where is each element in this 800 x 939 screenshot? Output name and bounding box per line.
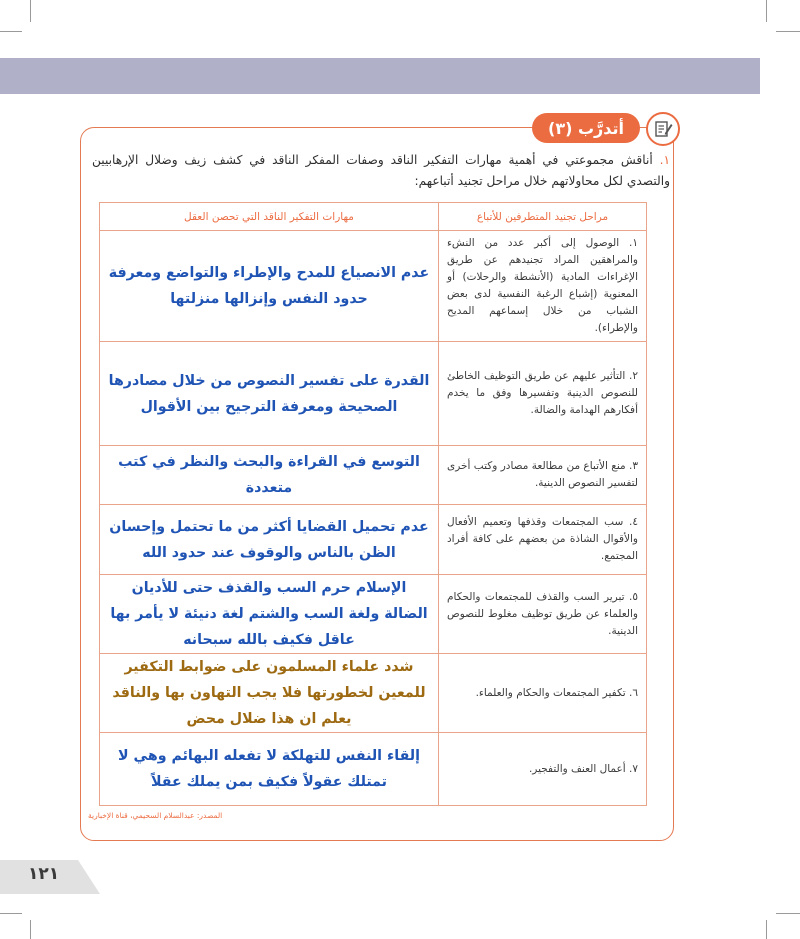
crop-mark [0, 913, 22, 914]
instruction-body: أناقش مجموعتي في أهمية مهارات التفكير الناقد وصفات المفكر الناقد في كشف زيف وضلال الإرهابيين والتصدي لكل محاولاتهم خلال مراحل تجنيد أتباعهم: [92, 153, 670, 188]
pencil-note-icon [646, 112, 680, 146]
crop-mark [30, 0, 31, 22]
stage-cell: ٣. منع الأتباع من مطالعة مصادر وكتب أخرى لتفسير النصوص الدينية. [439, 446, 647, 505]
skills-column-header: مهارات التفكير الناقد التي تحصن العقل [100, 203, 439, 231]
answer-cell: التوسع في القراءة والبحث والنظر في كتب متعددة [100, 446, 439, 505]
table-row [100, 575, 647, 654]
stage-cell: ٧. أعمال العنف والتفجير. [439, 733, 647, 806]
table-row [100, 231, 647, 342]
crop-mark [766, 0, 767, 22]
stages-skills-table [99, 202, 647, 806]
table-header-row [100, 203, 647, 231]
source-note: المصدر: عبدالسلام السحيمي، قناة الإخبارية [88, 811, 223, 820]
crop-mark [766, 920, 767, 939]
answer-cell: إلقاء النفس للتهلكة لا تفعله البهائم وهي لا تمتلك عقولاً فكيف بمن يملك عقلاً [100, 733, 439, 806]
answer-cell: شدد علماء المسلمون على ضوابط التكفير للمعين لخطورتها فلا يجب التهاون بها والناقد يعلم ان هذا ضلال محض [100, 654, 439, 733]
table-row [100, 446, 647, 505]
crop-mark [776, 31, 800, 32]
answer-cell: القدرة على تفسير النصوص من خلال مصادرها الصحيحة ومعرفة الترجيح بين الأقوال [100, 342, 439, 446]
stage-cell: ٥. تبرير السب والقذف للمجتمعات والحكام والعلماء عن طريق توظيف مغلوط للنصوص الدينية. [439, 575, 647, 654]
table-row [100, 733, 647, 806]
page-number: ١٢١ [28, 864, 60, 884]
answer-cell: عدم الانصياع للمدح والإطراء والتواضع ومعرفة حدود النفس وإنزالها منزلتها [100, 231, 439, 342]
crop-mark [0, 31, 22, 32]
crop-mark [30, 920, 31, 939]
table-row [100, 505, 647, 575]
table-row [100, 654, 647, 733]
stages-column-header: مراحل تجنيد المتطرفين للأتباع [439, 203, 647, 231]
table-row [100, 342, 647, 446]
answer-cell: عدم تحميل القضايا أكثر من ما تحتمل وإحسان الظن بالناس والوقوف عند حدود الله [100, 505, 439, 575]
stage-cell: ٤. سب المجتمعات وقذفها وتعميم الأفعال والأقوال الشاذة من بعضهم على كافة أفراد المجتمع. [439, 505, 647, 575]
instruction-text [92, 150, 670, 192]
header-band [0, 58, 760, 94]
stage-cell: ١. الوصول إلى أكبر عدد من النشء والمراهقين المراد تجنيدهم عن طريق الإغراءات المادية (الأنشطة والرحلات) أو المعنوية (إشباع الرغبة النفسية لدى بعض الشباب من خلال إسماعهم المديح والإطراء). [439, 231, 647, 342]
crop-mark [776, 913, 800, 914]
stage-cell: ٦. تكفير المجتمعات والحكام والعلماء. [439, 654, 647, 733]
stage-cell: ٢. التأثير عليهم عن طريق التوظيف الخاطئ للنصوص الدينية وتفسيرها وفق ما يخدم أفكارهم الهدامة والضالة. [439, 342, 647, 446]
instruction-number: ١. [659, 153, 670, 167]
exercise-title: أتدرَّب (٣) [548, 118, 624, 138]
answer-cell: الإسلام حرم السب والقذف حتى للأديان الضالة ولغة السب والشتم لغة دنيئة لا يأمر بها عاقل فكيف بالله سبحانه [100, 575, 439, 654]
exercise-badge [532, 113, 640, 143]
